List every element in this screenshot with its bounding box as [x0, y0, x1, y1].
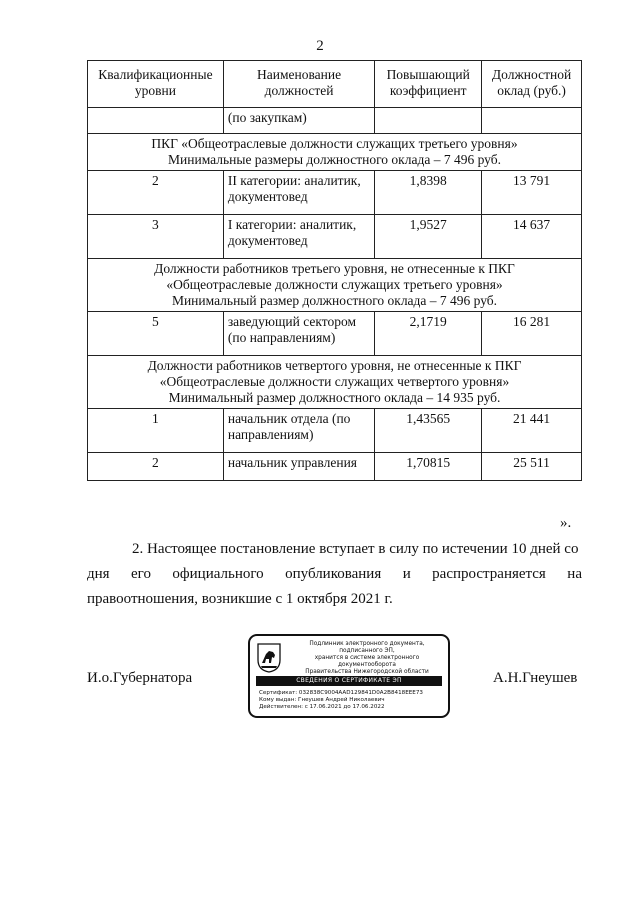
cell-salary — [482, 108, 582, 134]
table-row — [88, 171, 582, 215]
group-header-2 — [88, 259, 582, 312]
cell-position: начальник управления — [223, 453, 374, 481]
group-header-row — [88, 259, 582, 312]
certificate-number: Сертификат: 032838C9004AAD129841D0A2B8418EEE73 — [259, 690, 423, 696]
effective-date-paragraph — [87, 537, 582, 612]
salary-table — [87, 60, 582, 481]
cell-coef: 1,9527 — [375, 215, 482, 259]
header-salary: Должностной оклад (руб.) — [482, 61, 582, 108]
table-row — [88, 215, 582, 259]
cell-level: 1 — [88, 409, 224, 453]
group-header-1 — [88, 134, 582, 171]
group-header-text: ПКГ «Общеотраслевые должности служащих третьего уровня» — [151, 136, 518, 151]
group-header-text: Должности работников третьего уровня, не отнесенные к ПКГ — [154, 261, 515, 276]
cell-level: 2 — [88, 453, 224, 481]
group-header-text: «Общеотраслевые должности служащих третьего уровня» — [166, 277, 503, 292]
group-header-text: Минимальный размер должностного оклада – 7 496 руб. — [171, 293, 498, 308]
cell-level — [88, 108, 224, 134]
group-header-row — [88, 356, 582, 409]
cell-coef: 1,70815 — [375, 453, 482, 481]
cell-coef: 1,43565 — [375, 409, 482, 453]
cell-coef — [375, 108, 482, 134]
stamp-header-line: хранится в системе электронного документооборота — [314, 655, 420, 668]
cell-level: 3 — [88, 215, 224, 259]
group-header-text: Минимальные размеры должностного оклада – 7 496 руб. — [168, 152, 501, 167]
certificate-validity: Действителен: с 17.06.2021 до 17.06.2022 — [259, 704, 385, 710]
group-header-text: «Общеотраслевые должности служащих четвертого уровня» — [159, 374, 510, 389]
signatory-title: И.о.Губернатора — [87, 670, 193, 686]
header-positions: Наименование должностей — [223, 61, 374, 108]
cell-position: начальник отдела (по направлениям) — [223, 409, 374, 453]
coat-of-arms-icon — [257, 643, 281, 673]
header-coefficient: Повышающий коэффициент — [375, 61, 482, 108]
cell-position: заведующий сектором (по направлениям) — [223, 312, 374, 356]
group-header-text: Минимальный размер должностного оклада – 14 935 руб. — [168, 390, 501, 405]
cell-coef: 2,1719 — [375, 312, 482, 356]
cell-salary: 13 791 — [482, 171, 582, 215]
table-header-row — [88, 61, 582, 108]
paragraph-line: правоотношения, возникшие с 1 октября 2021 г. — [87, 591, 393, 607]
cell-coef: 1,8398 — [375, 171, 482, 215]
cell-salary: 16 281 — [482, 312, 582, 356]
stamp-certificate-bar: СВЕДЕНИЯ О СЕРТИФИКАТЕ ЭП — [256, 676, 442, 686]
table-row — [88, 453, 582, 481]
group-header-text: Должности работников четвертого уровня, не отнесенные к ПКГ — [147, 358, 522, 373]
paragraph-line: 2. Настоящее постановление вступает в силу по истечении 10 дней со — [132, 541, 579, 557]
cell-position: I категории: аналитик, документовед — [223, 215, 374, 259]
cell-salary: 21 441 — [482, 409, 582, 453]
closing-quote: ». — [560, 515, 572, 531]
certificate-owner: Кому выдан: Гнеушев Андрей Николаевич — [259, 697, 385, 703]
table-row — [88, 108, 582, 134]
cell-level: 5 — [88, 312, 224, 356]
header-levels: Квалификационные уровни — [88, 61, 224, 108]
group-header-row — [88, 134, 582, 171]
e-signature-stamp — [248, 634, 450, 718]
cell-level: 2 — [88, 171, 224, 215]
cell-salary: 25 511 — [482, 453, 582, 481]
cell-salary: 14 637 — [482, 215, 582, 259]
stamp-certificate-info — [259, 690, 423, 711]
signatory-name: А.Н.Гнеушев — [493, 670, 578, 686]
stamp-header-line: Правительства Нижегородской области — [305, 669, 429, 675]
table-row — [88, 312, 582, 356]
cell-position: II категории: аналитик, документовед — [223, 171, 374, 215]
group-header-3 — [88, 356, 582, 409]
paragraph-line: дня его официального опубликования и распространяется на — [87, 566, 582, 582]
stamp-header — [288, 641, 446, 676]
cell-position: (по закупкам) — [223, 108, 374, 134]
table-row — [88, 409, 582, 453]
stamp-header-line: Подлинник электронного документа, подписанного ЭП, — [309, 641, 425, 654]
page-number: 2 — [316, 38, 324, 54]
